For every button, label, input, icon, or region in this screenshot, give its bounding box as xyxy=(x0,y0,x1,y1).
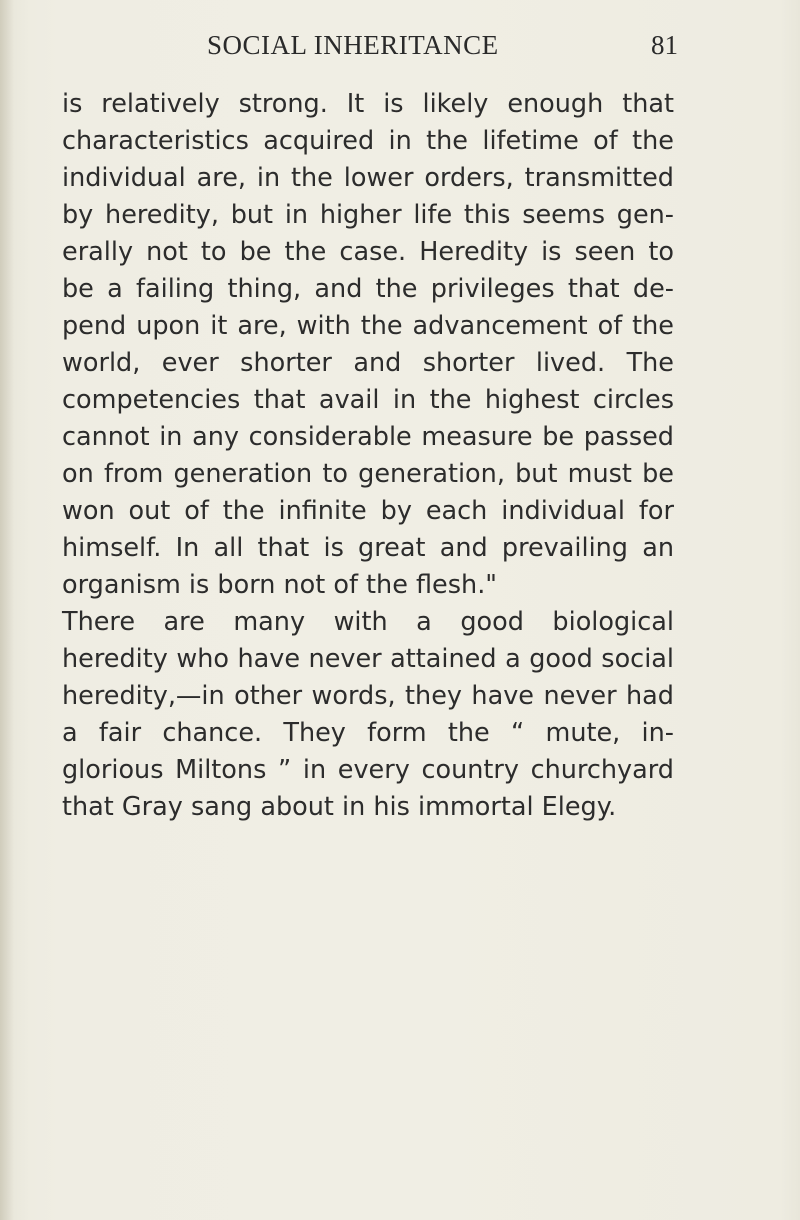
text-line: heredity who have never attained a good social xyxy=(62,644,674,674)
text-line: heredity,—in other words, they have never had xyxy=(62,681,674,711)
text-line: won out of the infinite by each individual for xyxy=(62,496,674,526)
text-line: competencies that avail in the highest circles xyxy=(62,385,674,415)
running-title: SOCIAL INHERITANCE xyxy=(207,30,499,60)
text-line: a fair chance. They form the “ mute, in- xyxy=(62,718,674,748)
text-line: by heredity, but in higher life this seems gen- xyxy=(62,200,674,230)
text-line: on from generation to generation, but must be xyxy=(62,459,674,489)
text-line: is relatively strong. It is likely enough that xyxy=(62,89,674,119)
text-line: pend upon it are, with the advancement of the xyxy=(62,311,674,341)
text-line: himself. In all that is great and prevailing an xyxy=(62,533,674,563)
text-line: be a failing thing, and the privileges that de- xyxy=(62,274,674,304)
text-line: individual are, in the lower orders, transmitted xyxy=(62,163,674,193)
text-line: organism is born not of the flesh." xyxy=(62,570,498,600)
text-line: that Gray sang about in his immortal Elegy. xyxy=(62,792,617,822)
text-line: cannot in any considerable measure be passed xyxy=(62,422,674,452)
text-line: There are many with a good biological xyxy=(62,607,674,637)
body-text xyxy=(62,86,674,826)
text-line: characteristics acquired in the lifetime of the xyxy=(62,126,674,156)
page-number: 81 xyxy=(651,30,678,60)
gutter-shadow xyxy=(0,0,14,1220)
text-line: glorious Miltons ” in every country churchyard xyxy=(62,755,674,785)
running-head xyxy=(62,30,682,70)
text-line: world, ever shorter and shorter lived. The xyxy=(62,348,674,378)
text-line: erally not to be the case. Heredity is seen to xyxy=(62,237,674,267)
